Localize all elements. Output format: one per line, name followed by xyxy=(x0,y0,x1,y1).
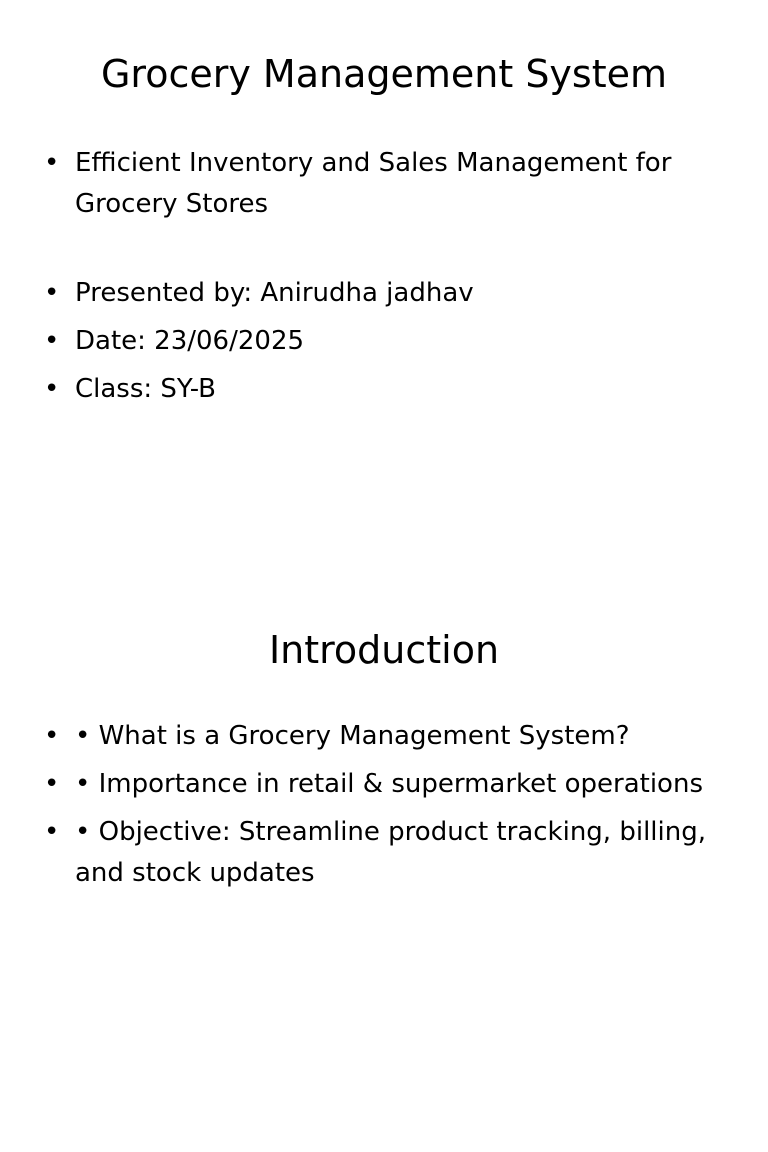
list-item xyxy=(0,273,768,314)
bullet-text: Date: 23/06/2025 xyxy=(75,326,305,356)
slide-introduction xyxy=(0,576,768,1152)
bullet-text: • What is a Grocery Management System? xyxy=(75,721,630,751)
list-item xyxy=(0,764,768,805)
slide-title: Grocery Management System xyxy=(100,52,668,96)
bullet-icon: • xyxy=(44,721,60,751)
bullet-text: Presented by: Anirudha jadhav xyxy=(75,278,474,308)
bullet-icon: • xyxy=(44,148,60,178)
list-item xyxy=(0,812,768,894)
bullet-icon: • xyxy=(44,374,60,404)
bullet-list xyxy=(0,143,768,417)
bullet-text: • Objective: Streamline product tracking, billing, and stock updates xyxy=(75,817,706,888)
bullet-icon: • xyxy=(44,278,60,308)
list-item xyxy=(0,369,768,410)
slide-title: Introduction xyxy=(268,628,500,672)
bullet-list xyxy=(0,716,768,901)
bullet-text: Efficient Inventory and Sales Management for Grocery Stores xyxy=(75,148,672,219)
list-item xyxy=(0,321,768,362)
list-item xyxy=(0,143,768,225)
list-item xyxy=(0,716,768,757)
bullet-icon: • xyxy=(44,326,60,356)
bullet-icon: • xyxy=(44,817,60,847)
bullet-text: • Importance in retail & supermarket operations xyxy=(75,769,703,799)
bullet-text: Class: SY-B xyxy=(75,374,217,404)
bullet-icon: • xyxy=(44,769,60,799)
